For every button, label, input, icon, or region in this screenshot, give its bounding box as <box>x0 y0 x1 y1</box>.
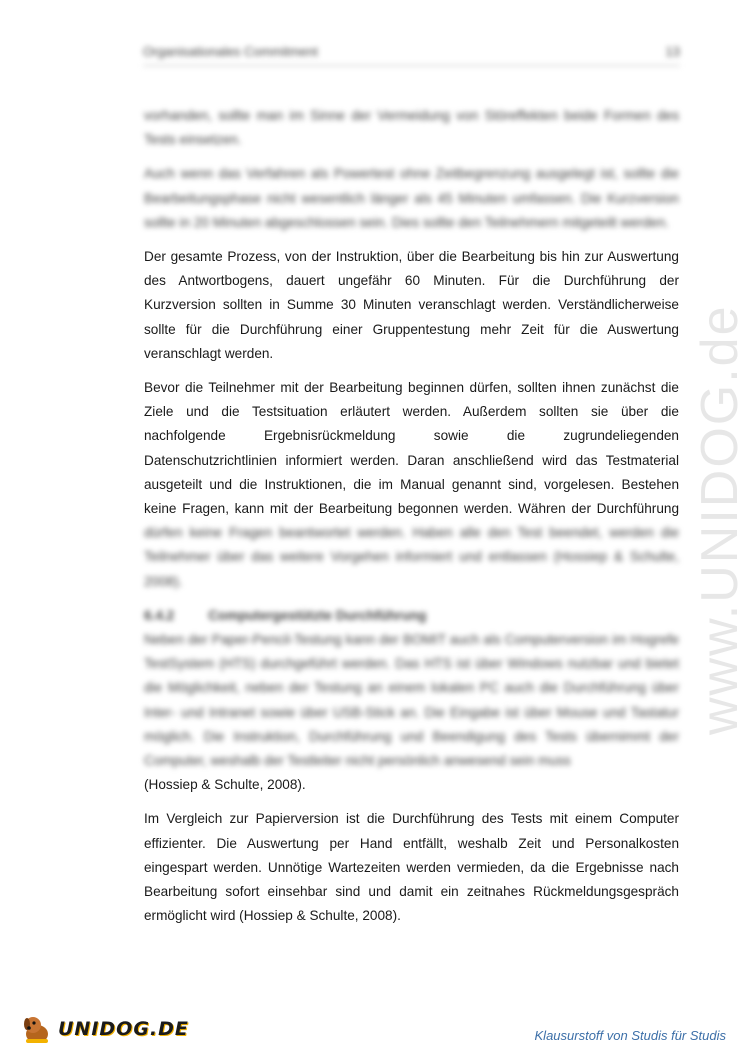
page-header <box>143 44 680 66</box>
text-line: eingespart werden. Unnötige Wartezeiten werden vermieden, da die Ergebnisse nach <box>144 859 679 875</box>
text-line: sollte für die Durchführung einer Gruppentestung mehr Zeit für die Auswertung <box>144 321 679 337</box>
paragraph-instructions <box>144 376 679 521</box>
text-line: Der gesamte Prozess, von der Instruktion, über die Bearbeitung bis hin zur Auswertung <box>144 249 679 265</box>
blurred-section-text: Neben der Paper-Pencil-Testung kann der BOMIT auch als Computerversion im Hogrefe TestSystem (HTS) durchgeführt werden. Das HTS ist über Windows nutzbar und bietet die Möglichkeit, neben der Testung an einem lokalen PC auch die Durchführung über Inter- und Intranet sowie über USB-Stick an. Die Eingabe ist über Mouse und Tastatur möglich. Die Instruktion, Durchführung und Beendigung des Tests übernimmt der Computer, weshalb der Testleiter nicht persönlich anwesend sein muss <box>144 632 679 769</box>
section-citation: (Hossiep & Schulte, 2008). <box>144 777 306 793</box>
footer-tagline: Klausurstoff von Studis für Studis <box>534 1028 726 1043</box>
watermark-text: www.UNIDOG.de <box>691 304 749 735</box>
text-line: keine Fragen, kann mit der Bearbeitung begonnen werden. Währen der Durchführung <box>144 501 679 517</box>
logo-text: UNIDOG.DE <box>58 1018 189 1040</box>
text-line: Ziele und die Testsituation erläutert werden. Außerdem sollten sie über die <box>144 404 679 420</box>
text-line: Kurzversion sollten in Summe 30 Minuten veranschlagt werden. Verständlicherweise <box>144 297 679 313</box>
section-heading <box>144 604 679 628</box>
section-number: 6.4.2 <box>144 607 175 623</box>
blurred-paragraph-1: vorhanden, sollte man im Sinne der Vermeidung von Störeffekten beide Formen des Tests einsetzen. <box>144 108 679 148</box>
blurred-paragraph-tail: dürfen keine Fragen beantwortet werden. Haben alle den Test beendet, werden die Teilnehmer über das weitere Vorgehen informiert und entlassen (Hossiep & Schulte, 2008). <box>144 525 679 589</box>
section-title: Computergestützte Durchführung <box>208 607 427 623</box>
body-text <box>144 104 679 939</box>
text-line: veranschlagt werden. <box>144 345 274 361</box>
paragraph-comparison <box>144 807 679 928</box>
text-line: effizienter. Die Auswertung per Hand entfällt, weshalb Zeit und Personalkosten <box>144 835 679 851</box>
unidog-logo[interactable] <box>20 1012 189 1046</box>
text-line: nachfolgende Ergebnisrückmeldung sowie die zugrundeliegenden <box>144 428 679 444</box>
text-line: ermöglicht wird (Hossiep & Schulte, 2008). <box>144 908 401 924</box>
header-title: Organisationales Commitment <box>143 44 318 59</box>
text-line: Bearbeitung sofort einsehbar sind und damit ein zeitnahes Rückmeldungsgespräch <box>144 884 679 900</box>
text-line: ausgeteilt und die Instruktionen, die im Manual genannt sind, vorgelesen. Bestehen <box>144 476 679 492</box>
header-page-number: 13 <box>665 44 680 59</box>
blurred-paragraph-2: Auch wenn das Verfahren als Powertest ohne Zeitbegrenzung ausgelegt ist, sollte die Bearbeitungsphase nicht wesentlich länger als 45 Minuten umfassen. Die Kurzversion sollte in 20 Minuten abgeschlossen sein. Dies sollte den Teilnehmern mitgeteilt werden. <box>144 166 679 230</box>
text-line: des Antwortbogens, dauert ungefähr 60 Minuten. Für die Durchführung der <box>144 273 679 289</box>
text-line: Im Vergleich zur Papierversion ist die Durchführung des Tests mit einem Computer <box>144 811 679 827</box>
paragraph-duration <box>144 245 679 366</box>
text-line: Datenschutzrichtlinien informiert werden. Daran anschließend wird das Testmaterial <box>144 452 679 468</box>
dog-mascot-icon <box>20 1012 54 1046</box>
text-line: Bevor die Teilnehmer mit der Bearbeitung beginnen dürfen, sollten ihnen zunächst die <box>144 380 679 396</box>
